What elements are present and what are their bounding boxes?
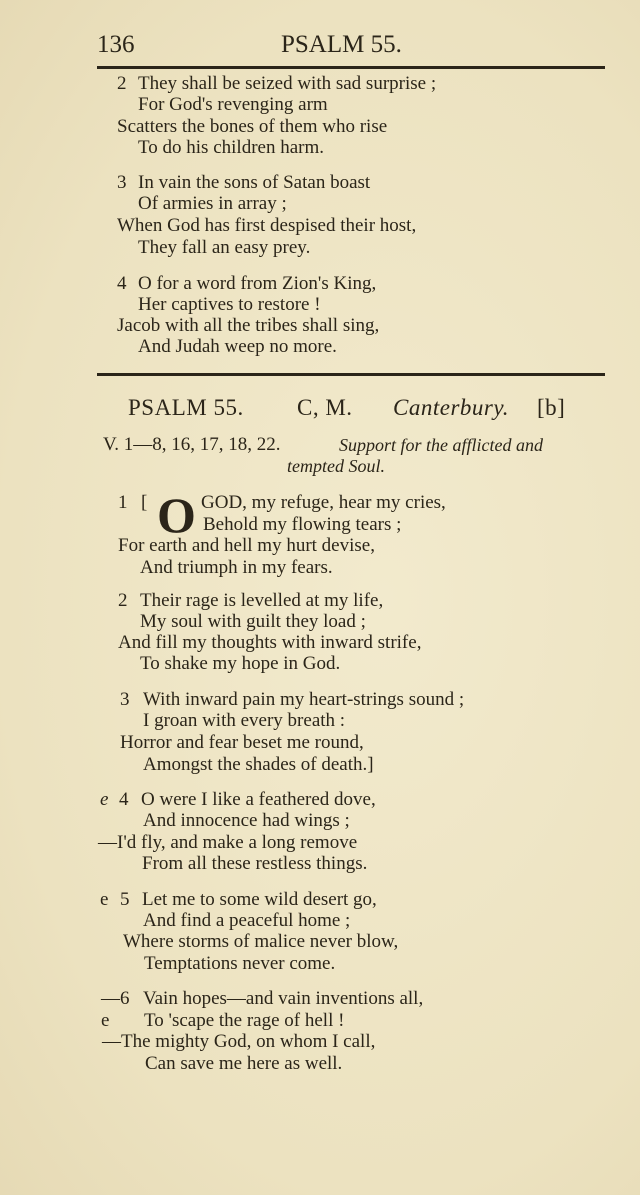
bracket: [	[141, 492, 148, 513]
stanza-line: Of armies in array ;	[138, 193, 287, 214]
hymn-psalm: PSALM 55.	[128, 395, 244, 420]
stanza-marker: e	[100, 789, 109, 810]
stanza-line: O for a word from Zion's King,	[138, 273, 377, 294]
stanza-line: They shall be seized with sad surprise ;	[138, 73, 437, 94]
stanza-number: 4	[117, 273, 127, 294]
verse-reference: V. 1—8, 16, 17, 18, 22.	[103, 434, 281, 455]
stanza-number: —6	[101, 988, 130, 1009]
stanza-line: GOD, my refuge, hear my cries,	[201, 492, 446, 513]
stanza-line: Scatters the bones of them who rise	[117, 116, 388, 137]
stanza-line: I groan with every breath :	[143, 710, 346, 731]
section-rule	[97, 373, 605, 376]
stanza-line: Vain hopes—and vain inventions all,	[143, 988, 424, 1009]
stanza-line: —I'd fly, and make a long remove	[98, 832, 358, 853]
subject-line-2: tempted Soul.	[287, 456, 385, 476]
stanza-line: —The mighty God, on whom I call,	[102, 1031, 376, 1052]
stanza-line: With inward pain my heart-strings sound ;	[143, 689, 465, 710]
stanza-number: 2	[117, 73, 127, 94]
stanza-line: O were I like a feathered dove,	[141, 789, 376, 810]
stanza-line: From all these restless things.	[142, 853, 368, 874]
stanza-line: Amongst the shades of death.]	[143, 754, 374, 775]
hymn-tune: Canterbury.	[393, 395, 510, 420]
stanza-line: Horror and fear beset me round,	[120, 732, 364, 753]
stanza-line: And Judah weep no more.	[138, 336, 337, 357]
stanza-line: Where storms of malice never blow,	[123, 931, 399, 952]
stanza-line: And innocence had wings ;	[143, 810, 350, 831]
stanza-line: Their rage is levelled at my life,	[140, 590, 384, 611]
stanza-line: They fall an easy prey.	[138, 237, 311, 258]
hymn-meter: C, M.	[297, 395, 353, 420]
stanza-line: And triumph in my fears.	[140, 557, 333, 578]
subject-line-1: Support for the afflicted and	[339, 435, 543, 455]
header-rule	[97, 66, 605, 69]
stanza-number: 5	[120, 889, 130, 910]
stanza-line: Behold my flowing tears ;	[203, 514, 402, 535]
stanza-line: To do his children harm.	[138, 137, 324, 158]
running-title: PSALM 55.	[281, 31, 402, 58]
stanza-marker: e	[101, 1010, 110, 1031]
stanza-number: 4	[119, 789, 129, 810]
stanza-line: For earth and hell my hurt devise,	[118, 535, 375, 556]
page-number: 136	[97, 31, 135, 58]
stanza-number: 2	[118, 590, 128, 611]
stanza-line: For God's revenging arm	[138, 94, 328, 115]
stanza-marker: e	[100, 889, 109, 910]
stanza-line: And find a peaceful home ;	[143, 910, 351, 931]
stanza-line: Her captives to restore !	[138, 294, 321, 315]
stanza-line: To shake my hope in God.	[140, 653, 341, 674]
stanza-line: In vain the sons of Satan boast	[138, 172, 371, 193]
drop-cap: O	[157, 487, 196, 543]
stanza-line: To 'scape the rage of hell !	[144, 1010, 345, 1031]
stanza-line: Jacob with all the tribes shall sing,	[117, 315, 380, 336]
stanza-line: My soul with guilt they load ;	[140, 611, 366, 632]
stanza-line: Can save me here as well.	[145, 1053, 343, 1074]
stanza-line: Let me to some wild desert go,	[142, 889, 377, 910]
stanza-line: When God has first despised their host,	[117, 215, 417, 236]
stanza-line: And fill my thoughts with inward strife,	[118, 632, 422, 653]
stanza-number: 3	[120, 689, 130, 710]
stanza-number: 3	[117, 172, 127, 193]
stanza-line: Temptations never come.	[144, 953, 336, 974]
hymn-key: [b]	[537, 395, 566, 420]
stanza-number: 1	[118, 492, 128, 513]
